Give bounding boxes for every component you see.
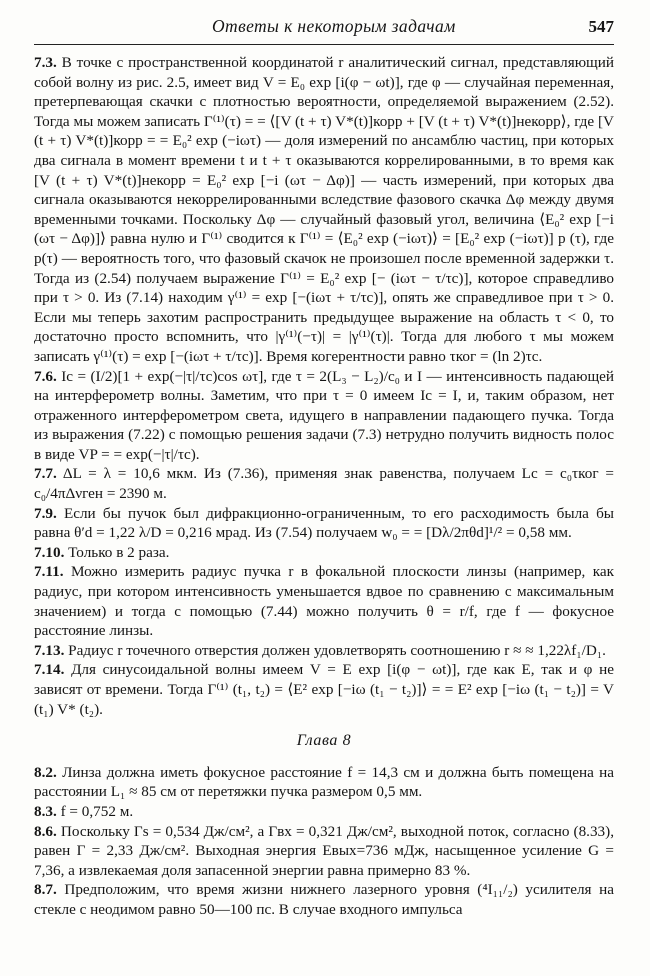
answer-number: 8.3. xyxy=(34,802,57,820)
answer-number: 7.11. xyxy=(34,563,64,581)
page-number: 547 xyxy=(588,17,614,36)
answer-number: 8.2. xyxy=(34,763,57,781)
answer-7-11 xyxy=(34,562,614,640)
answer-7-10 xyxy=(34,543,614,563)
answers-body xyxy=(34,53,614,920)
answer-text: Для синусоидальной волны имеем V = E exp [i(φ − ωt)], где как E, так и φ не зависят от времени. Тогда Γ⁽¹⁾ (t₁, t₂) = ⟨E² exp [−iω (t₁ − t₂)]⟩ = = E² exp [−iω (t₁ − t₂)] = V (t₁) V* (t₂). xyxy=(34,661,614,718)
answer-number: 7.13. xyxy=(34,641,65,659)
answer-8-7 xyxy=(34,880,614,919)
answer-7-3 xyxy=(34,53,614,367)
running-title: Ответы к некоторым задачам xyxy=(212,16,456,36)
answer-number: 7.9. xyxy=(34,504,57,522)
answer-text: Поскольку Γs = 0,534 Дж/см², а Γвх = 0,321 Дж/см², выходной поток, согласно (8.33), равен Γ = 2,33 Дж/см². Выходная энергия Eвых=736 мДж, насыщенное усиление G = 7,36, а извлекаемая доля запасенной энергии равна примерно 83 %. xyxy=(34,822,615,879)
answer-7-13 xyxy=(34,641,614,661)
answer-8-2 xyxy=(34,763,614,802)
answer-text: Можно измерить радиус пучка r в фокальной плоскости линзы (например, как радиус, при котором интенсивность уменьшается вдвое по сравнению с максимальным значением) и тогда с помощью (7.44) можно получить θ = r/f, где f — фокусное расстояние линзы. xyxy=(34,563,615,640)
answer-text: В точке с пространственной координатой r аналитический сигнал, представляющий собой волну из рис. 2.5, имеет вид V = E₀ exp [i(φ − ωt)], где φ — случайная переменная, претерпевающая скачки с плотностью вероятности, определяемой выражением (2.52). Тогда мы можем записать Γ⁽¹⁾(τ) = = ⟨[V (t + τ) V*(t)]корр + [V (t + τ) V*(t)]некорр⟩, где [V (t + τ) V*(t)]корр = = E₀² exp (−iωτ) — доля измерений по ансамблю частиц, при которых два сигнала в момент времени t и t + τ оказываются коррелированными, в то время как [V (t + τ) V*(t)]некорр = E₀² exp [−i (ωτ − Δφ)] — часть измерений, при которых два сигнала оказываются некоррелированными вследствие фазового скачка Δφ между двумя временными точками. Поскольку Δφ — случайный фазовый угол, величина ⟨E₀² exp [−i (ωτ − Δφ)]⟩ равна нулю и Γ⁽¹⁾ сводится к Γ⁽¹⁾ = ⟨E₀² exp (−iωτ)⟩ = [E₀² exp (−iωτ)] p (τ), где p(τ) — вероятность того, что фазовый скачок не произошел после временной задержки τ. Тогда из (2.54) получаем выражение Γ⁽¹⁾ = E₀² exp [− (iωτ − τ/τc)], которое справедливо при τ > 0. Из (7.14) находим γ⁽¹⁾ = exp [−(iωτ + τ/τc)], опять же справедливое при τ > 0. Если мы теперь захотим распространить предыдущее выражение на область τ < 0, то достаточно просто вспомнить, что |γ⁽¹⁾(−τ)| = |γ⁽¹⁾(τ)|. Тогда для любого τ мы можем записать γ⁽¹⁾(τ) = exp [−(iωτ + τ/τc)]. Время когерентности равно τког = (ln 2)τc. xyxy=(34,54,615,365)
answer-8-3 xyxy=(34,802,614,822)
answer-number: 7.10. xyxy=(34,543,65,561)
answer-text: f = 0,752 м. xyxy=(60,802,134,820)
answer-text: Радиус r точечного отверстия должен удовлетворять соотношению r ≈ ≈ 1,22λf₁/D₁. xyxy=(68,641,606,659)
chapter-heading: Глава 8 xyxy=(296,732,352,750)
answer-number: 7.3. xyxy=(34,54,57,71)
answer-text: Если бы пучок был дифракционно-ограниченным, то его расходимость была бы равна θ′d = 1,22 λ/D = 0,216 мрад. Из (7.54) получаем w₀ = = [Dλ/2πθd]¹/² = 0,58 мм. xyxy=(34,504,614,542)
answer-number: 8.6. xyxy=(34,822,57,840)
answer-number: 7.6. xyxy=(34,367,57,385)
answer-text: Ic = (I/2)[1 + exp(−|τ|/τc)cos ωτ], где τ = 2(L₃ − L₂)/c₀ и I — интенсивность падающей на интерферометр волны. Заметим, что при τ = 0 имеем Ic = I, и, таким образом, нет отраженного интерферометром света, идущего в направлении падающего пучка. Тогда из выражения (7.22) с помощью решения задачи (7.3) нетрудно получить видность полос в виде VP = = exp(−|τ|/τc). xyxy=(34,367,615,463)
answer-number: 7.7. xyxy=(34,465,57,483)
answer-8-6 xyxy=(34,822,614,881)
answer-text: Только в 2 раза. xyxy=(68,543,170,561)
answer-7-6 xyxy=(34,367,614,465)
answer-text: ΔL = λ = 10,6 мкм. Из (7.36), применяя знак равенства, получаем Lc = c₀τког = c₀/4πΔνген = 2390 м. xyxy=(34,465,614,503)
answer-text: Предположим, что время жизни нижнего лазерного уровня (⁴I₁₁/₂) усилителя на стекле с неодимом равно 50—100 пс. В случае входного импульса xyxy=(34,881,614,918)
answer-7-14 xyxy=(34,660,614,719)
answer-number: 8.7. xyxy=(34,881,57,899)
answer-7-7 xyxy=(34,464,614,503)
answer-7-9 xyxy=(34,504,614,543)
answer-number: 7.14. xyxy=(34,661,65,679)
answer-text: Линза должна иметь фокусное расстояние f = 14,3 см и должна быть помещена на расстоянии L₁ ≈ 85 см от перетяжки пучка размером 0,5 мм. xyxy=(34,763,615,801)
page-header xyxy=(34,16,614,45)
